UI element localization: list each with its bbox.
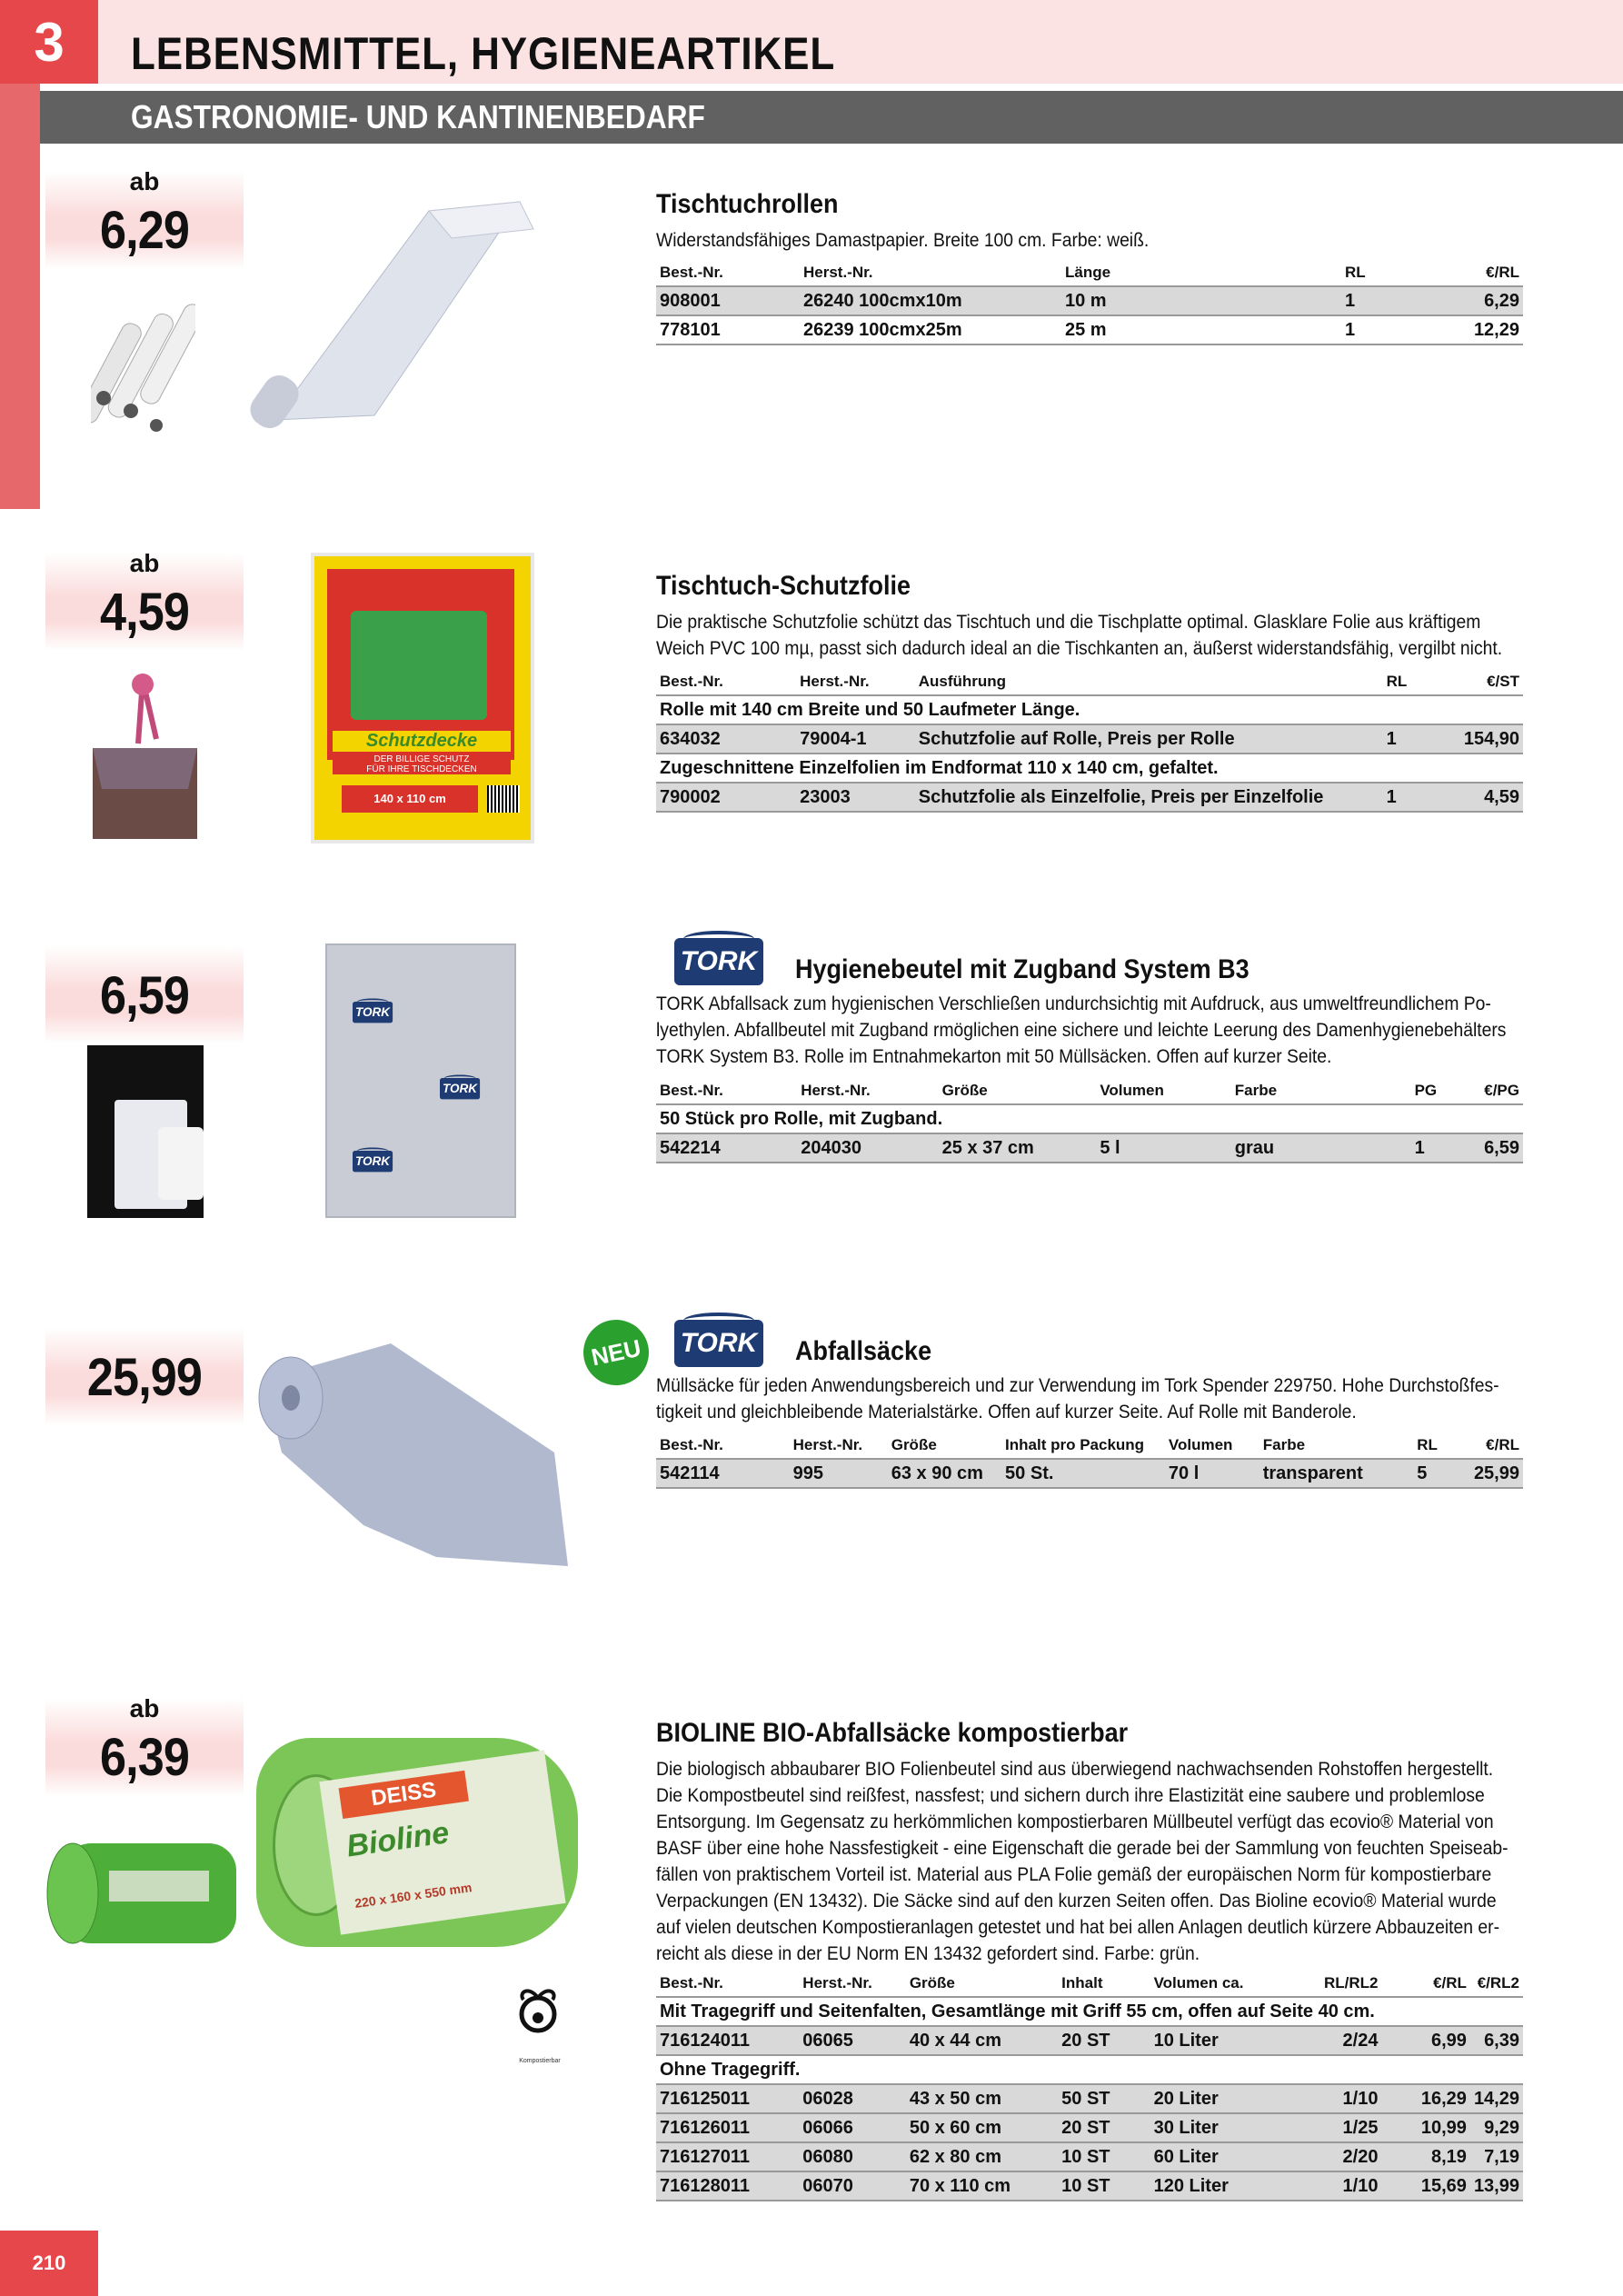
cell: 14,29 [1470, 2084, 1523, 2113]
column-header: Größe [888, 1433, 1001, 1459]
cell: 79004-1 [796, 724, 915, 754]
bioline-roll-image [256, 1738, 578, 1947]
cell: 1 [1341, 315, 1458, 344]
cell: Schutzfolie auf Rolle, Preis per Rolle [915, 724, 1383, 754]
column-header: RL [1413, 1433, 1470, 1459]
roll-label [319, 1750, 565, 1934]
cell: 5 [1413, 1459, 1470, 1488]
column-header: Best.-Nr. [656, 669, 796, 695]
cell: 6,59 [1480, 1133, 1523, 1163]
cell: 26239 100cmx25m [800, 315, 1061, 344]
cell: 25,99 [1470, 1459, 1523, 1488]
description-line: TORK Abfallsack zum hygienischen Verschließen undurchsichtig mit Aufdruck, aus umweltfreundlichem Po- [656, 993, 1491, 1014]
price-value: 25,99 [86, 1348, 203, 1407]
description-line: reicht als diese in der EU Norm EN 13432 gefordert sind. Farbe: grün. [656, 1943, 1200, 1964]
cell: 2/20 [1284, 2142, 1381, 2171]
cell: 70 x 110 cm [906, 2171, 1058, 2201]
description-line: fällen von praktischem Vorteil ist. Material aus PLA Folie gemäß der europäischen Norm für kompostierbare [656, 1864, 1492, 1885]
price-prefix: ab [129, 167, 160, 195]
cell: Ohne Tragegriff. [656, 2055, 1523, 2084]
product-title: Hygienebeutel mit Zugband System B3 [795, 954, 1250, 984]
cell: 8,19 [1381, 2142, 1469, 2171]
product-description [656, 227, 1528, 254]
column-header: €/RL2 [1470, 1971, 1523, 1997]
cell: 25 m [1061, 315, 1341, 344]
cell: 1 [1383, 783, 1460, 812]
table-row [656, 724, 1523, 754]
cell: 62 x 80 cm [906, 2142, 1058, 2171]
cell: 06080 [799, 2142, 906, 2171]
table-note-row [656, 1997, 1523, 2026]
cell: 23003 [796, 783, 915, 812]
product-description [656, 1373, 1528, 1425]
description-line: Entsorgung. Im Gegensatz zu herkömmlichen kompostierbaren Müllbeutel verfügt das ecovio® Material von [656, 1812, 1494, 1832]
cell: 63 x 90 cm [888, 1459, 1001, 1488]
dispenser-shape [158, 1127, 204, 1200]
cell: 5 l [1096, 1133, 1230, 1163]
description-line: auf vielen deutschen Kompostieranlagen getestet und hat bei allen Anlagen deutlich kürzere Abbauzeiten er- [656, 1917, 1500, 1938]
column-header: Ausführung [915, 669, 1383, 695]
description-line: BASF über eine hohe Nassfestigkeit - eine Eigenschaft die gerade bei der Sammlung von feuchten Speiseab- [656, 1838, 1508, 1859]
cell: 6,29 [1458, 286, 1523, 315]
price-tag [45, 945, 244, 1043]
column-header: Größe [906, 1971, 1058, 1997]
description-line: Widerstandsfähiges Damastpapier. Breite 100 cm. Farbe: weiß. [656, 230, 1150, 251]
cell: 716126011 [656, 2113, 799, 2142]
cell: 995 [790, 1459, 888, 1488]
product-description [656, 1756, 1528, 1967]
cell: 120 Liter [1150, 2171, 1284, 2201]
chapter-title: LEBENSMITTEL, HYGIENEARTIKEL [131, 28, 836, 79]
column-header: RL/RL2 [1284, 1971, 1381, 1997]
column-header: €/PG [1480, 1078, 1523, 1104]
cell: 60 Liter [1150, 2142, 1284, 2171]
table-note-row [656, 1104, 1523, 1133]
cell: 50 x 60 cm [906, 2113, 1058, 2142]
section-subtitle: GASTRONOMIE- UND KANTINENBEDARF [131, 98, 705, 135]
roll-size: 220 x 160 x 550 mm [353, 1880, 473, 1912]
cell: 2/24 [1284, 2026, 1381, 2055]
cell: 12,29 [1458, 315, 1523, 344]
tork-logo: TORK [674, 938, 763, 985]
description-line: Verpackungen (EN 13432). Die Säcke sind auf den kurzen Seiten offen. Das Bioline ecovio® Material wurde [656, 1891, 1497, 1912]
column-header: Volumen [1096, 1078, 1230, 1104]
cell: 1 [1341, 286, 1458, 315]
compostable-seal-icon [511, 1987, 569, 2069]
column-header: Best.-Nr. [656, 1078, 797, 1104]
table-row [656, 783, 1523, 812]
table-row [656, 2113, 1523, 2142]
cell: 50 St. [1001, 1459, 1165, 1488]
column-header: Herst.-Nr. [790, 1433, 888, 1459]
column-header: Farbe [1231, 1078, 1411, 1104]
cell: 1 [1383, 724, 1460, 754]
column-header: Volumen [1165, 1433, 1260, 1459]
table-note-row [656, 754, 1523, 783]
product-description [656, 991, 1528, 1070]
tork-logo: TORK [440, 1078, 480, 1099]
table-note-row [656, 2055, 1523, 2084]
table-row [656, 2026, 1523, 2055]
cell: 06028 [799, 2084, 906, 2113]
cell: 10 ST [1058, 2142, 1150, 2171]
tablecloth-roll-image [247, 193, 538, 434]
table-row [656, 2142, 1523, 2171]
bioline-logo: Bioline [344, 1815, 452, 1864]
table-row [656, 2084, 1523, 2113]
cell: 9,29 [1470, 2113, 1523, 2142]
cell: 1/10 [1284, 2171, 1381, 2201]
column-header: €/RL [1470, 1433, 1523, 1459]
cell: 716128011 [656, 2171, 799, 2201]
column-header: Volumen ca. [1150, 1971, 1284, 1997]
package-size: 140 x 110 cm [342, 785, 478, 813]
column-header: Inhalt [1058, 1971, 1150, 1997]
product-title: Tischtuchrollen [656, 189, 839, 219]
table-row [656, 286, 1523, 315]
tork-logo: TORK [353, 1151, 393, 1172]
column-header: RL [1383, 669, 1460, 695]
package-brand: Schutzdecke [333, 731, 511, 752]
cell: 70 l [1165, 1459, 1260, 1488]
garbage-bag-roll-image [254, 1343, 573, 1571]
product-table [656, 1971, 1523, 2201]
column-header: Herst.-Nr. [796, 669, 915, 695]
price-prefix: ab [129, 1694, 160, 1722]
column-header: RL [1341, 260, 1458, 286]
deiss-logo: DEISS [339, 1771, 469, 1819]
cell: 10 m [1061, 286, 1341, 315]
cell: 908001 [656, 286, 800, 315]
column-header: €/RL [1458, 260, 1523, 286]
product-table [656, 260, 1523, 345]
table-row [656, 315, 1523, 344]
schutzdecke-package-image [311, 553, 534, 844]
cell: 542114 [656, 1459, 790, 1488]
cell: 16,29 [1381, 2084, 1469, 2113]
cell: transparent [1260, 1459, 1413, 1488]
barcode [487, 785, 520, 813]
small-bioline-roll-image [45, 1834, 250, 1954]
hygiene-bag-image [325, 943, 516, 1218]
cell: 634032 [656, 724, 796, 754]
product-title: Tischtuch-Schutzfolie [656, 571, 911, 601]
description-line: Die biologisch abbaubarer BIO Folienbeutel sind aus überwiegend nachwachsenden Rohstoffen hergestellt. [656, 1759, 1494, 1780]
cell: 716125011 [656, 2084, 799, 2113]
description-line: Weich PVC 100 mµ, passt sich dadurch ideal an die Tischkanten an, äußerst widerstandsfähig, vergilbt nicht. [656, 638, 1503, 659]
cell: Zugeschnittene Einzelfolien im Endformat 110 x 140 cm, gefaltet. [656, 754, 1523, 783]
hand-holding-bag-image [87, 1045, 204, 1218]
chapter-side-strip [0, 84, 40, 509]
cell: 1/10 [1284, 2084, 1381, 2113]
cell: 20 ST [1058, 2026, 1150, 2055]
description-line: lyethylen. Abfallbeutel mit Zugband rmöglichen eine sichere und leichte Leerung des Damenhygienebehälters [656, 1020, 1507, 1041]
table-row [656, 1133, 1523, 1163]
description-line: Die Kompostbeutel sind reißfest, nassfest; und sichern durch ihre Elastizität eine saubere und problemlose [656, 1785, 1485, 1806]
cell: 50 ST [1058, 2084, 1150, 2113]
table-with-foil-image [93, 662, 197, 839]
price-tag [45, 549, 244, 651]
package-illustration [351, 611, 487, 720]
product-title: BIOLINE BIO-Abfallsäcke kompostierbar [656, 1718, 1129, 1748]
column-header: Größe [939, 1078, 1097, 1104]
cell: 778101 [656, 315, 800, 344]
page-number: 210 [0, 2231, 98, 2296]
product-table [656, 669, 1523, 813]
product-table [656, 1078, 1523, 1163]
cell: 7,19 [1470, 2142, 1523, 2171]
product-table [656, 1433, 1523, 1489]
price-tag [45, 1694, 244, 1796]
cell: 06065 [799, 2026, 906, 2055]
cell: Rolle mit 140 cm Breite und 50 Laufmeter Länge. [656, 695, 1523, 724]
column-header: €/ST [1460, 669, 1523, 695]
package-tagline-2: FÜR IHRE TISCHDECKEN [366, 764, 477, 774]
column-header: PG [1411, 1078, 1480, 1104]
cell: 4,59 [1460, 783, 1523, 812]
cell: 1 [1411, 1133, 1480, 1163]
cell: 50 Stück pro Rolle, mit Zugband. [656, 1104, 1523, 1133]
price-value: 6,29 [99, 201, 189, 260]
compostable-seal-label: Kompostierbar [519, 2058, 561, 2064]
cell: Schutzfolie als Einzelfolie, Preis per Einzelfolie [915, 783, 1383, 812]
package-tagline [333, 754, 511, 774]
cell: 13,99 [1470, 2171, 1523, 2201]
tork-logo: TORK [353, 1002, 393, 1023]
description-line: Müllsäcke für jeden Anwendungsbereich und zur Verwendung im Tork Spender 229750. Hohe Durchstoßfes- [656, 1375, 1499, 1396]
tork-logo: TORK [674, 1320, 763, 1367]
cell: 10,99 [1381, 2113, 1469, 2142]
description-line: tigkeit und gleichbleibende Materialstärke. Offen auf kurzer Seite. Auf Rolle mit Banderole. [656, 1402, 1357, 1423]
description-line: TORK System B3. Rolle im Entnahmekarton mit 50 Müllsäcken. Offen auf kurzer Seite. [656, 1046, 1332, 1067]
column-header: Herst.-Nr. [800, 260, 1061, 286]
cell: 20 ST [1058, 2113, 1150, 2142]
table-row [656, 1459, 1523, 1488]
new-badge: NEU [577, 1313, 654, 1391]
column-header: Best.-Nr. [656, 1971, 799, 1997]
column-header: Herst.-Nr. [797, 1078, 938, 1104]
column-header: Herst.-Nr. [799, 1971, 906, 1997]
cell: 20 Liter [1150, 2084, 1284, 2113]
price-value: 6,39 [99, 1728, 189, 1787]
product-title: Abfallsäcke [795, 1336, 932, 1366]
cell: 06070 [799, 2171, 906, 2201]
price-value: 6,59 [99, 966, 189, 1025]
price-tag [45, 167, 244, 269]
cell: 43 x 50 cm [906, 2084, 1058, 2113]
cell: 30 Liter [1150, 2113, 1284, 2142]
column-header: Länge [1061, 260, 1341, 286]
cell: Mit Tragegriff und Seitenfalten, Gesamtlänge mit Griff 55 cm, offen auf Seite 40 cm. [656, 1997, 1523, 2026]
cell: 790002 [656, 783, 796, 812]
cell: 25 x 37 cm [939, 1133, 1097, 1163]
description-line: Die praktische Schutzfolie schützt das Tischtuch und die Tischplatte optimal. Glasklare Folie aus kräftigem [656, 612, 1481, 633]
cell: 1/25 [1284, 2113, 1381, 2142]
paper-rolls-image [91, 300, 195, 441]
cell: grau [1231, 1133, 1411, 1163]
table-row [656, 2171, 1523, 2201]
column-header: Best.-Nr. [656, 1433, 790, 1459]
price-prefix: ab [129, 549, 160, 577]
price-value: 4,59 [99, 583, 189, 642]
column-header: Best.-Nr. [656, 260, 800, 286]
package-tagline-1: DER BILLIGE SCHUTZ [373, 754, 470, 764]
column-header: Inhalt pro Packung [1001, 1433, 1165, 1459]
cell: 10 ST [1058, 2171, 1150, 2201]
cell: 716127011 [656, 2142, 799, 2171]
table-note-row [656, 695, 1523, 724]
cell: 15,69 [1381, 2171, 1469, 2201]
chapter-number: 3 [0, 0, 98, 84]
cell: 154,90 [1460, 724, 1523, 754]
cell: 10 Liter [1150, 2026, 1284, 2055]
price-tag [45, 1327, 244, 1425]
cell: 40 x 44 cm [906, 2026, 1058, 2055]
cell: 542214 [656, 1133, 797, 1163]
column-header: Farbe [1260, 1433, 1413, 1459]
cell: 6,39 [1470, 2026, 1523, 2055]
cell: 06066 [799, 2113, 906, 2142]
cell: 204030 [797, 1133, 938, 1163]
cell: 716124011 [656, 2026, 799, 2055]
cell: 26240 100cmx10m [800, 286, 1061, 315]
cell: 6,99 [1381, 2026, 1469, 2055]
column-header: €/RL [1381, 1971, 1469, 1997]
product-description [656, 609, 1528, 662]
